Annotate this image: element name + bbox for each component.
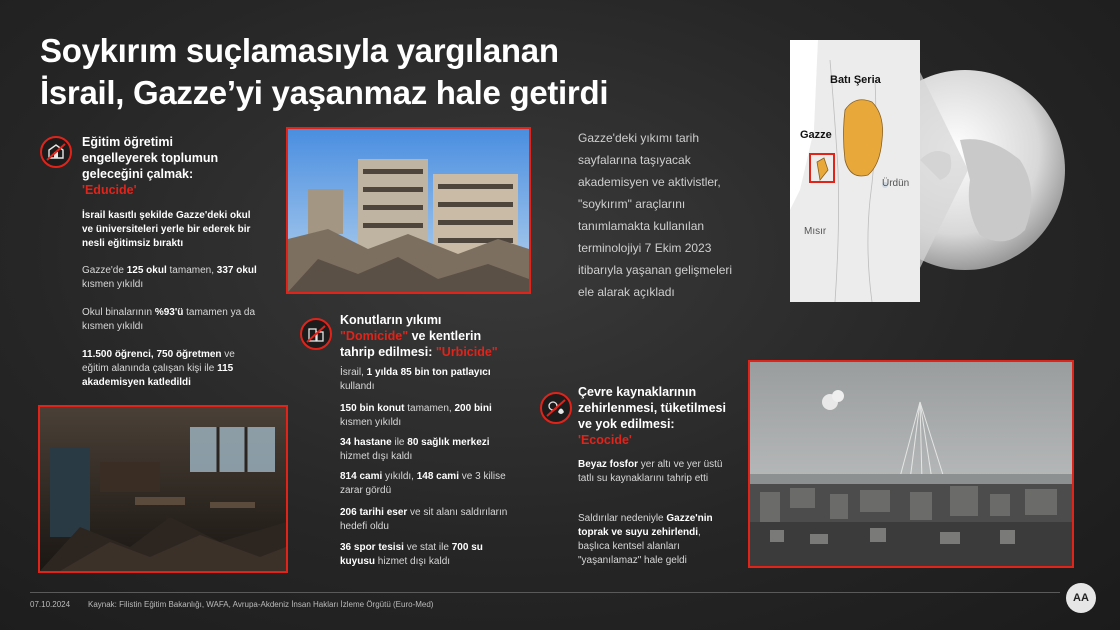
ecocide-heading-line: zehirlenmesi, tüketilmesi bbox=[578, 401, 726, 415]
text-bold: 1 yılda 85 bin ton patlayıcı bbox=[366, 367, 491, 378]
text: hizmet dışı kaldı bbox=[340, 451, 413, 462]
domicide-term: "Domicide" bbox=[340, 329, 409, 343]
school-percent: %93'ü bbox=[154, 307, 184, 318]
text: Okul binalarının bbox=[82, 307, 155, 318]
intro-line: Gazze'deki yıkımı tarih bbox=[578, 131, 699, 145]
domicide-item bbox=[340, 402, 510, 430]
educide-paragraph-3 bbox=[82, 306, 257, 334]
intro-line: ele alarak açıkladı bbox=[578, 285, 675, 299]
school-count-full: 125 okul bbox=[126, 265, 167, 276]
text: kısmen yıkıldı bbox=[82, 279, 144, 290]
domicide-item bbox=[340, 541, 510, 569]
text: kısmen yıkıldı bbox=[340, 417, 402, 428]
text-bold: 206 tarihi eser bbox=[340, 507, 408, 518]
footer-divider bbox=[30, 592, 1060, 593]
text: ve sit alanı saldırıların hedefi oldu bbox=[340, 507, 508, 532]
destroyed-buildings-photo bbox=[286, 127, 531, 294]
ecocide-paragraph-1 bbox=[578, 458, 728, 486]
domicide-item bbox=[340, 366, 510, 394]
text-bold: 814 cami bbox=[340, 471, 383, 482]
aa-logo: AA bbox=[1066, 583, 1096, 613]
ecocide-term: 'Ecocide' bbox=[578, 433, 632, 447]
title-line-2: İsrail, Gazze’yi yaşanmaz hale getirdi bbox=[40, 74, 609, 111]
text: Gazze'de bbox=[82, 265, 127, 276]
text: tamamen ya da kısmen yıkıldı bbox=[82, 307, 256, 332]
text-bold: 700 su kuyusu bbox=[340, 542, 483, 567]
text-bold: 200 bini bbox=[454, 403, 492, 414]
domicide-heading-line: tahrip edilmesi: bbox=[340, 345, 436, 359]
text: , başlıca kentsel alanları "yaşanılamaz" hale geldi bbox=[578, 527, 701, 566]
text-bold: 80 sağlık merkezi bbox=[407, 437, 490, 448]
environment-destroyed-icon bbox=[540, 392, 572, 424]
text: Saldırılar nedeniyle bbox=[578, 513, 667, 524]
buildings-destroyed-icon bbox=[300, 318, 332, 350]
text: yıkıldı, bbox=[382, 471, 417, 482]
text-bold: Beyaz fosfor bbox=[578, 459, 639, 470]
ecocide-heading bbox=[578, 384, 748, 448]
ecocide-heading-line: ve yok edilmesi: bbox=[578, 417, 675, 431]
page-title bbox=[40, 30, 680, 114]
intro-text bbox=[578, 127, 778, 303]
educide-term: 'Educide' bbox=[82, 183, 137, 197]
academic-count: 115 akademisyen katledildi bbox=[82, 363, 234, 388]
domicide-item bbox=[340, 506, 510, 534]
text: ve stat ile bbox=[403, 542, 452, 553]
intro-line: akademisyen ve aktivistler, bbox=[578, 175, 721, 189]
casualty-count: 11.500 öğrenci, 750 öğretmen bbox=[82, 349, 222, 360]
text: kullandı bbox=[340, 381, 375, 392]
text: hizmet dışı kaldı bbox=[375, 556, 451, 567]
text-bold: 34 hastane bbox=[340, 437, 392, 448]
domicide-heading-line: Konutların yıkımı bbox=[340, 313, 442, 327]
domicide-heading bbox=[340, 312, 530, 360]
domicide-heading-mid: ve kentlerin bbox=[408, 329, 482, 343]
ecocide-heading-line: Çevre kaynaklarının bbox=[578, 385, 697, 399]
school-destroyed-icon bbox=[40, 136, 72, 168]
label-jordan: Ürdün bbox=[882, 178, 910, 189]
footer-source: Kaynak: Filistin Eğitim Bakanlığı, WAFA, Avrupa-Akdeniz İnsan Hakları İzleme Örgütü (Euro-Med) bbox=[88, 600, 434, 609]
intro-line: itibarıyla yaşanan gelişmeleri bbox=[578, 263, 733, 277]
ecocide-paragraph-2 bbox=[578, 512, 733, 568]
text-bold: 148 cami bbox=[416, 471, 459, 482]
text: ve eğitim alanında çalışan kişi ile bbox=[82, 349, 235, 374]
white-phosphorus-city-photo bbox=[748, 360, 1074, 568]
educide-heading bbox=[82, 134, 262, 198]
educide-paragraph-2 bbox=[82, 264, 257, 292]
text-bold: 36 spor tesisi bbox=[340, 542, 404, 553]
text: İsrail, bbox=[340, 367, 367, 378]
text-bold: Gazze'nin toprak ve suyu zehirlendi bbox=[578, 513, 713, 538]
destroyed-classroom-photo bbox=[38, 405, 288, 573]
intro-line: "soykırım" araçlarını bbox=[578, 197, 686, 211]
text: tamamen, bbox=[404, 403, 455, 414]
text: tamamen, bbox=[166, 265, 217, 276]
label-west-bank: Batı Şeria bbox=[830, 74, 881, 86]
intro-line: sayfalarına taşıyacak bbox=[578, 153, 691, 167]
map-area bbox=[790, 40, 1070, 302]
footer-date: 07.10.2024 bbox=[30, 600, 71, 609]
domicide-item bbox=[340, 436, 510, 464]
educide-heading-line: geleceğini çalmak: bbox=[82, 167, 194, 181]
intro-line: terminolojiyi 7 Ekim 2023 bbox=[578, 241, 712, 255]
educide-heading-line: Eğitim öğretimi bbox=[82, 135, 173, 149]
educide-paragraph-4 bbox=[82, 348, 257, 390]
school-count-partial: 337 okul bbox=[216, 265, 257, 276]
title-line-1: Soykırım suçlamasıyla yargılanan bbox=[40, 32, 559, 69]
educide-p1-bold: İsrail kasıtlı şekilde Gazze'deki okul ve üniversiteleri yerle bir ederek bir nesli eğitimsiz bıraktı bbox=[82, 210, 251, 249]
educide-paragraph-1 bbox=[82, 209, 257, 251]
domicide-item bbox=[340, 470, 510, 498]
intro-line: tanımlamakta kullanılan bbox=[578, 219, 705, 233]
label-egypt: Mısır bbox=[804, 226, 827, 237]
text-bold: 150 bin konut bbox=[340, 403, 405, 414]
educide-heading-line: engelleyerek toplumun bbox=[82, 151, 219, 165]
text: ve 3 kilise zarar gördü bbox=[340, 471, 506, 496]
text: yer altı ve yer üstü tatlı su kaynaklarını tahrip etti bbox=[578, 459, 723, 484]
label-gaza: Gazze bbox=[800, 129, 832, 141]
text: ile bbox=[391, 437, 408, 448]
urbicide-term: "Urbicide" bbox=[435, 345, 498, 359]
